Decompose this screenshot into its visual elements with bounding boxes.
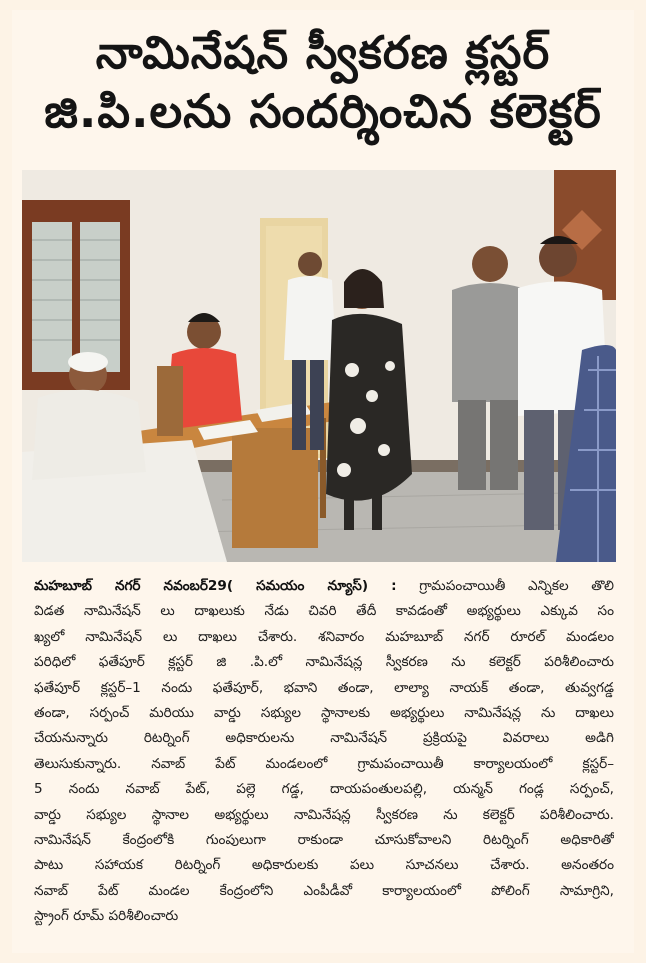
article-line: నామినేషన్ కేంద్రంలోకి గుంపులుగా రాకుండా చూసుకోవాలని రిటర్నింగ్ అధికారితో (34, 832, 614, 849)
article-line: ఖ్యలో నామినేషన్ లు దాఖలు చేశారు. శనివారం మహబూబ్ నగర్ రూరల్ మండలం (34, 628, 614, 645)
article-line: పాటు సహాయక రిటర్నింగ్ అధికారులకు పలు సూచనలు చేశారు. అనంతరం (34, 857, 614, 874)
article-line (34, 574, 614, 599)
news-photo (22, 170, 616, 562)
dateline: మహబూబ్ నగర్ నవంబర్29( సమయం న్యూస్) : (34, 578, 397, 594)
article-line: నవాబ్ పేట్ మండల కేంద్రంలోని ఎంపీడీవో కార్యాలయంలో పోలింగ్ సామాగ్రిని, (34, 882, 614, 899)
article-line: వార్డు సభ్యుల స్థానాల అభ్యర్థులు నామినేషన్ల స్వీకరణ ను కలెక్టర్ పరిశీలించారు. (34, 806, 614, 823)
headline-line-1: నామినేషన్ స్వీకరణ క్లస్టర్ (95, 26, 551, 79)
article-line: ఫతేపూర్ క్లస్టర్–1 నందు ఫతేపూర్, భవాని తండా, లాల్యా నాయక్ తండా, తువ్వగడ్డ (34, 679, 614, 696)
article-line: స్ట్రాంగ్ రూమ్ పరిశీలించారు (34, 908, 179, 925)
article-line: 5 నందు నవాబ్ పేట్, పల్లె గడ్డ, దాయపంతులపల్లి, యన్మన్ గండ్ల సర్పంచ్, (34, 781, 614, 798)
article-line: పరిధిలో ఫతేపూర్ క్లస్టర్ జి .పి.లో నామినేషన్ల స్వీకరణ ను కలెక్టర్ పరిశీలించారు (34, 654, 614, 671)
article-line: విడత నామినేషన్ లు దాఖలుకు నేడు చివరి తేదీ కావడంతో అభ్యర్థులు ఎక్కువ సం (34, 603, 614, 620)
headline-line-2: జి.పి.లను సందర్శించిన కలెక్టర్ (44, 84, 602, 138)
article-line: తెలుసుకున్నారు. నవాబ్ పేట్ మండలంలో గ్రామపంచాయితీ కార్యాలయంలో క్లస్టర్– (34, 755, 614, 772)
article-body (34, 574, 614, 930)
article-line: చేయనున్నారు రిటర్నింగ్ అధికారులను నామినేషన్ ప్రక్రియపై వివరాలు అడిగి (34, 730, 614, 747)
article-first-line-text: గ్రామపంచాయితీ ఎన్నికల తొలి (396, 578, 614, 594)
article-line: తండా, సర్పంచ్ మరియు వార్డు సభ్యుల స్థానాలకు అభ్యర్థులు నామినేషన్ల ను దాఖలు (34, 705, 614, 722)
